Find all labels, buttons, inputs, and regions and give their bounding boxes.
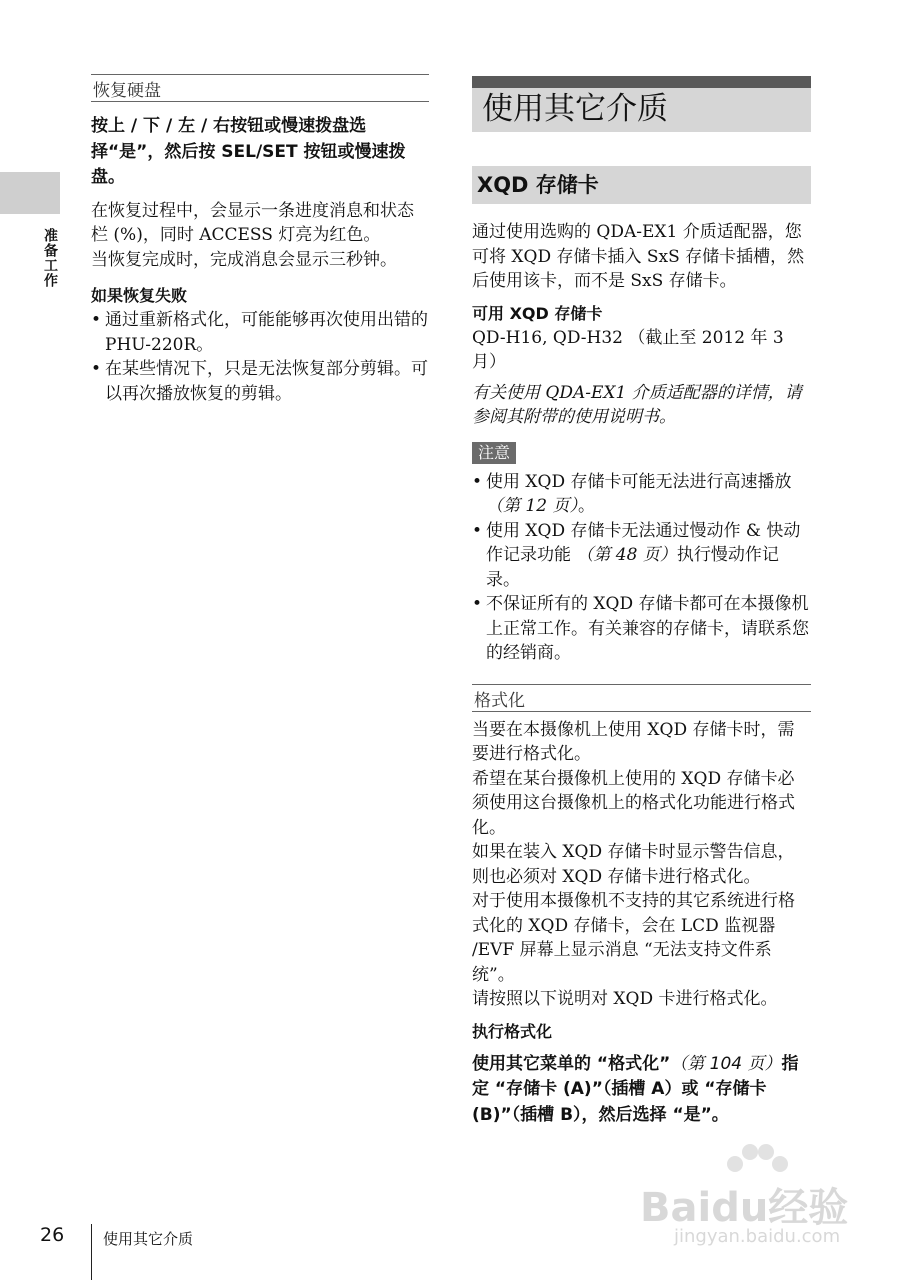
side-tab-label: 准备工作	[42, 228, 58, 288]
page-number: 26	[40, 1224, 65, 1246]
format-para: 如果在装入 XQD 存储卡时显示警告信息，则也必须对 XQD 存储卡进行格式化。	[472, 842, 795, 887]
restore-para-2: 当恢复完成时，完成消息会显示三秒钟。	[91, 249, 397, 270]
page-reference: （第 12 页）	[486, 496, 578, 516]
restore-para-1: 在恢复过程中，会显示一条进度消息和状态栏 (%)，同时 ACCESS 灯亮为红色。	[91, 200, 414, 245]
page-reference: （第 104 页）	[670, 1053, 782, 1074]
footer-title: 使用其它介质	[103, 1230, 194, 1248]
note-item: • 不保证所有的 XQD 存储卡都可在本摄像机上正常工作。有关兼容的存储卡，请联系您的经销商。	[472, 594, 809, 663]
fail-bullet: • 通过重新格式化，可能能够再次使用出错的 PHU-220R。	[91, 310, 428, 355]
format-para: 对于使用本摄像机不支持的其它系统进行格式化的 XQD 存储卡，会在 LCD 监视器 /EVF 屏幕上显示消息 “无法支持文件系统”。	[472, 891, 795, 985]
watermark-text: Baidu经验	[640, 1185, 849, 1231]
chapter-title: 使用其它介质	[472, 76, 811, 132]
format-para: 当要在本摄像机上使用 XQD 存储卡时，需要进行格式化。	[472, 719, 795, 764]
right-column	[472, 76, 811, 1128]
format-para: 请按照以下说明对 XQD 卡进行格式化。	[472, 989, 778, 1009]
intro-para: 通过使用选购的 QDA-EX1 介质适配器，您可将 XQD 存储卡插入 SxS 存储卡插槽，然后使用该卡，而不是 SxS 存储卡。	[472, 222, 805, 291]
format-para: 希望在某台摄像机上使用的 XQD 存储卡必须使用这台摄像机上的格式化功能进行格式化。	[472, 768, 795, 838]
available-cards-text: QD-H16, QD-H32 （截止至 2012 年 3 月）	[472, 327, 784, 372]
fail-bullet-list	[91, 308, 429, 406]
section-title: XQD 存储卡	[472, 166, 811, 204]
note-item: • 使用 XQD 存储卡无法通过慢动作 & 快动作记录功能 （第 48 页）执行慢动作记录。	[472, 520, 801, 590]
restore-instruction: 按上 / 下 / 左 / 右按钮或慢速拨盘选择“是”，然后按 SEL/SET 按钮或慢速拨盘。	[91, 116, 406, 187]
baidu-watermark	[640, 1142, 870, 1252]
side-tab	[0, 172, 60, 214]
watermark-url: jingyan.baidu.com	[674, 1226, 841, 1247]
format-heading: 格式化	[472, 684, 811, 712]
fail-bullet: • 在某些情况下，只是无法恢复部分剪辑。可以再次播放恢复的剪辑。	[91, 359, 428, 404]
note-item: • 使用 XQD 存储卡可能无法进行高速播放 （第 12 页）。	[472, 471, 792, 516]
fail-heading: 如果恢复失败	[91, 286, 188, 305]
restore-heading: 恢复硬盘	[91, 74, 429, 102]
left-column	[91, 74, 429, 406]
note-badge: 注意	[472, 442, 516, 464]
page-reference: （第 48 页）	[576, 545, 677, 565]
note-list	[472, 470, 811, 666]
footer-divider	[91, 1224, 92, 1280]
execute-format-heading: 执行格式化	[472, 1021, 553, 1041]
execute-format-instruction: 使用其它菜单的 “格式化”（第 104 页）指定 “存储卡 (A)”（插槽 A）或 “存储卡 (B)”（插槽 B），然后选择 “是”。	[472, 1053, 799, 1125]
adapter-reference: 有关使用 QDA-EX1 介质适配器的详情，请参阅其附带的使用说明书。	[472, 382, 802, 427]
available-cards-heading: 可用 XQD 存储卡	[472, 303, 603, 323]
